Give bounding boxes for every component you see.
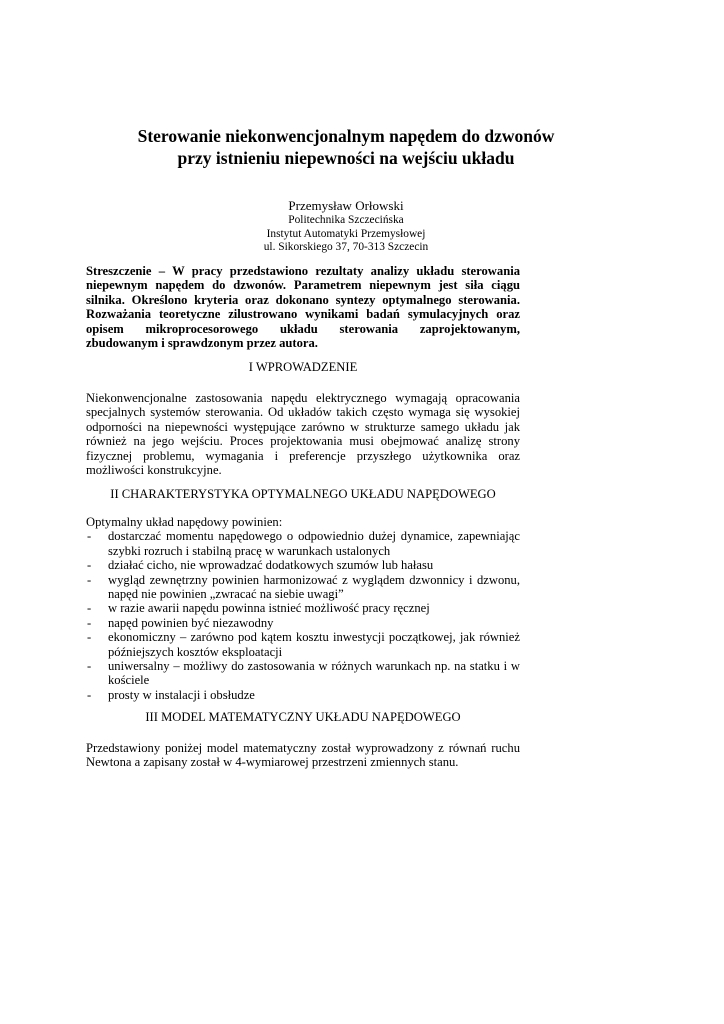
list-lead: Optymalny układ napędowy powinien:	[86, 515, 283, 529]
affiliation-institute: Instytut Automatyki Przemysłowej	[266, 227, 426, 240]
section-1-text: Niekonwencjonalne zastosowania napędu elektrycznego wymagają opracowania specjalnych systemów sterowania. Od układów takich często wymaga się wysokiej odporności na niepewności występujące zarówno w strukturze samego układu jak również na jego wejściu. Proces projektowania musi obejmować analizę strony fizycznej problemu, wymagania i preferencje przyszłego użytkownika oraz możliwości konstrukcyjne.	[86, 391, 520, 478]
section-3-text: Przedstawiony poniżej model matematyczny został wyprowadzony z równań ruchu Newtona a zapisany został w 4-wymiarowej przestrzeni zmiennych stanu.	[86, 741, 520, 770]
list-item-text: w razie awarii napędu powinna istnieć możliwość pracy ręcznej	[108, 601, 430, 616]
list-item-text: napęd powinien być niezawodny	[108, 615, 274, 630]
list-item-text: dostarczać momentu napędowego o odpowiednio dużej dynamice, zapewniając szybki rozruch i stabilną pracę w warunkach ustalonych	[108, 529, 520, 558]
list-item: - wygląd zewnętrzny powinien harmonizować z wyglądem dzwonnicy i dzwonu, napęd nie powinien „zwracać na siebie uwagi”	[87, 572, 520, 602]
list-item-text: wygląd zewnętrzny powinien harmonizować z wyglądem dzwonnicy i dzwonu, napęd nie powinien „zwracać na siebie uwagi”	[108, 572, 520, 602]
list-item-text: działać cicho, nie wprowadzać dodatkowych szumów lub hałasu	[108, 558, 434, 573]
list-item: - w razie awarii napędu powinna istnieć możliwość pracy ręcznej	[87, 601, 430, 616]
list-item: - działać cicho, nie wprowadzać dodatkowych szumów lub hałasu	[87, 558, 434, 573]
list-item: - dostarczać momentu napędowego o odpowiednio dużej dynamice, zapewniając szybki rozruch i stabilną pracę w warunkach ustalonych	[87, 529, 520, 558]
section-1-heading: I WPROWADZENIE	[248, 360, 358, 374]
list-item: - uniwersalny – możliwy do zastosowania w różnych warunkach np. na statku i w kościele	[87, 659, 520, 688]
affiliation-address: ul. Sikorskiego 37, 70-313 Szczecin	[263, 241, 429, 253]
title-line-1: Sterowanie niekonwencjonalnym napędem do dzwonów	[137, 126, 555, 146]
list-item-text: ekonomiczny – zarówno pod kątem kosztu inwestycji początkowej, jak również późniejszych kosztów eksploatacji	[108, 630, 520, 659]
list-item-text: uniwersalny – możliwy do zastosowania w różnych warunkach np. na statku i w kościele	[108, 659, 520, 688]
list-item-text: prosty w instalacji i obsłudze	[108, 687, 255, 702]
author-name: Przemysław Orłowski	[288, 198, 404, 213]
abstract: Streszczenie – W pracy przedstawiono rezultaty analizy układu sterowania niepewnym napędem do dzwonów. Parametrem niepewnym jest siła ciągu silnika. Określono kryteria oraz dokonano syntezy optymalnego sterowania. Rozważania teoretyczne zilustrowano wynikami badań symulacyjnych oraz opisem mikroprocesorowego układu sterowania zaprojektowanym, zbudowanym i sprawdzonym przez autora.	[86, 264, 520, 351]
list-item: - prosty w instalacji i obsłudze	[87, 687, 255, 702]
paper-title	[86, 125, 606, 169]
requirements-list	[86, 515, 520, 702]
list-item: - napęd powinien być niezawodny	[87, 615, 274, 630]
author-block	[86, 198, 606, 255]
section-2-heading: II CHARAKTERYSTYKA OPTYMALNEGO UKŁADU NAPĘDOWEGO	[110, 487, 496, 501]
section-3-heading: III MODEL MATEMATYCZNY UKŁADU NAPĘDOWEGO	[145, 710, 461, 724]
affiliation-university: Politechnika Szczecińska	[288, 214, 404, 226]
title-line-2: przy istnieniu niepewności na wejściu układu	[177, 148, 515, 168]
list-item: - ekonomiczny – zarówno pod kątem kosztu inwestycji początkowej, jak również późniejszych kosztów eksploatacji	[87, 630, 520, 659]
